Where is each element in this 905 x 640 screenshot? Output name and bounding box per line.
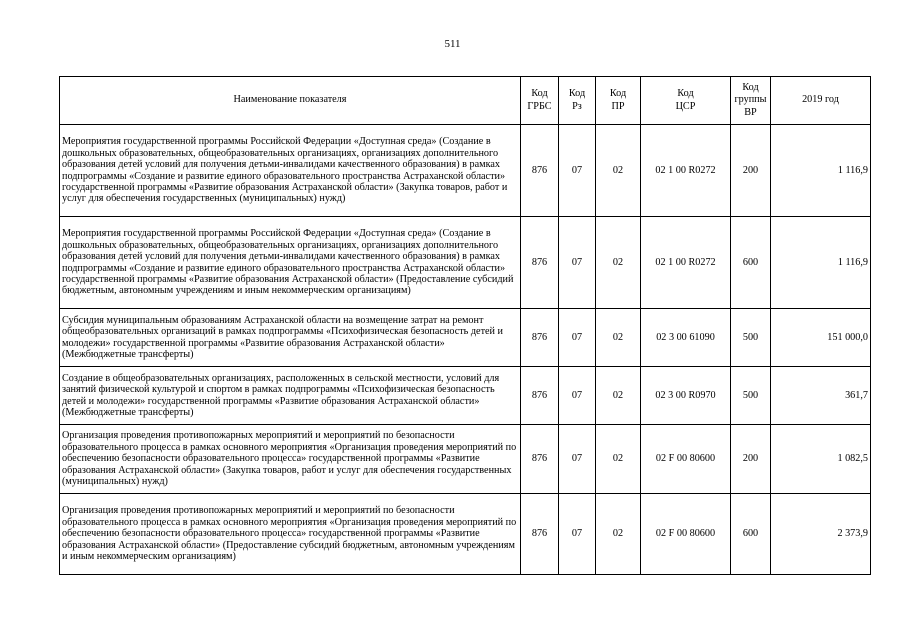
table-header-row xyxy=(60,77,871,125)
code-pr: 02 xyxy=(596,494,641,575)
code-pr: 02 xyxy=(596,309,641,367)
page-number: 511 xyxy=(444,38,461,50)
indicator-name: Организация проведения противопожарных мероприятий и мероприятий по безопасности образовательного процесса в рамках основного мероприятия «Организация проведения мероприятий по обеспечению безопасности образовательного процесса» государственной программы «Развитие образования Астраханской области» (Предоставление субсидий бюджетным, автономным учреждениям и иным некоммерческим организациям) xyxy=(60,494,521,575)
header-code-csr xyxy=(641,77,731,125)
header-line: Код xyxy=(568,88,586,99)
indicator-name: Создание в общеобразовательных организациях, расположенных в сельской местности, условий для занятий физической культурой и спортом в рамках подпрограммы «Психофизическая безопасность детей и молодежи» государственной программы «Развитие образования Астраханской области» (Межбюджетные трансферты) xyxy=(60,367,521,425)
indicator-name: Организация проведения противопожарных мероприятий и мероприятий по безопасности образовательного процесса в рамках основного мероприятия «Организация проведения мероприятий по обеспечению безопасности образовательного процесса» государственной программы «Развитие образования Астраханской области» (Закупка товаров, работ и услуг для обеспечения государственных (муниципальных) нужд) xyxy=(60,425,521,494)
code-csr: 02 1 00 R0272 xyxy=(641,217,731,309)
code-grbs: 876 xyxy=(521,217,559,309)
code-pr: 02 xyxy=(596,367,641,425)
code-rz: 07 xyxy=(559,494,596,575)
header-indicator-name xyxy=(60,77,521,125)
code-csr: 02 3 00 61090 xyxy=(641,309,731,367)
header-line: 2019 год xyxy=(802,94,839,106)
header-code-pr xyxy=(596,77,641,125)
code-rz: 07 xyxy=(559,425,596,494)
header-year-2019 xyxy=(771,77,871,125)
code-grbs: 876 xyxy=(521,309,559,367)
code-csr: 02 F 00 80600 xyxy=(641,494,731,575)
header-code-rz xyxy=(559,77,596,125)
amount-2019: 2 373,9 xyxy=(771,494,871,575)
code-vr: 500 xyxy=(731,309,771,367)
table-row xyxy=(60,425,871,494)
table-row xyxy=(60,125,871,217)
table-row xyxy=(60,367,871,425)
header-line: Код xyxy=(531,88,548,99)
amount-2019: 151 000,0 xyxy=(771,309,871,367)
header-line: ЦСР xyxy=(675,100,696,112)
indicator-name: Мероприятия государственной программы Российской Федерации «Доступная среда» (Создание в дошкольных образовательных, общеобразовательных организациях, организациях дополнительного образования детей условий для получения детьми-инвалидами качественного образования) в рамках подпрограммы «Создание и развитие единого образовательного пространства Астраханской области» государственной программы «Развитие образования Астраханской области» (Предоставление субсидий бюджетным, автономным учреждениям и иным некоммерческим организациям) xyxy=(60,217,521,309)
code-vr: 500 xyxy=(731,367,771,425)
header-line: ПР xyxy=(611,100,625,112)
code-rz: 07 xyxy=(559,125,596,217)
code-vr: 200 xyxy=(731,425,771,494)
table-row xyxy=(60,494,871,575)
table-row xyxy=(60,309,871,367)
code-csr: 02 F 00 80600 xyxy=(641,425,731,494)
code-pr: 02 xyxy=(596,217,641,309)
budget-table xyxy=(59,76,871,575)
code-rz: 07 xyxy=(559,309,596,367)
code-grbs: 876 xyxy=(521,425,559,494)
code-pr: 02 xyxy=(596,425,641,494)
indicator-name: Мероприятия государственной программы Российской Федерации «Доступная среда» (Создание в дошкольных образовательных, общеобразовательных организациях, организациях дополнительного образования детей условий для получения детьми-инвалидами качественного образования) в рамках подпрограммы «Создание и развитие единого образовательного пространства Астраханской области» государственной программы «Развитие образования Астраханской области» (Закупка товаров, работ и услуг для обеспечения государственных (муниципальных) нужд) xyxy=(60,125,521,217)
header-line: группы xyxy=(734,94,767,106)
header-line: Код xyxy=(677,88,694,99)
header-line: Рз xyxy=(572,100,582,112)
header-line: ВР xyxy=(744,106,757,118)
code-grbs: 876 xyxy=(521,125,559,217)
code-vr: 200 xyxy=(731,125,771,217)
table-row xyxy=(60,217,871,309)
code-pr: 02 xyxy=(596,125,641,217)
amount-2019: 361,7 xyxy=(771,367,871,425)
header-line: Код xyxy=(742,81,759,93)
header-code-vr xyxy=(731,77,771,125)
amount-2019: 1 116,9 xyxy=(771,217,871,309)
code-csr: 02 1 00 R0272 xyxy=(641,125,731,217)
code-rz: 07 xyxy=(559,367,596,425)
code-rz: 07 xyxy=(559,217,596,309)
code-grbs: 876 xyxy=(521,367,559,425)
code-vr: 600 xyxy=(731,494,771,575)
header-line: Наименование показателя xyxy=(233,94,347,106)
amount-2019: 1 116,9 xyxy=(771,125,871,217)
code-grbs: 876 xyxy=(521,494,559,575)
header-line: ГРБС xyxy=(527,100,552,112)
code-csr: 02 3 00 R0970 xyxy=(641,367,731,425)
code-vr: 600 xyxy=(731,217,771,309)
header-line: Код xyxy=(609,88,627,99)
amount-2019: 1 082,5 xyxy=(771,425,871,494)
header-code-grbs xyxy=(521,77,559,125)
indicator-name: Субсидия муниципальным образованиям Астраханской области на возмещение затрат на ремонт общеобразовательных организаций в рамках подпрограммы «Психофизическая безопасность детей и молодежи» государственной программы «Развитие образования Астраханской области» (Межбюджетные трансферты) xyxy=(60,309,521,367)
